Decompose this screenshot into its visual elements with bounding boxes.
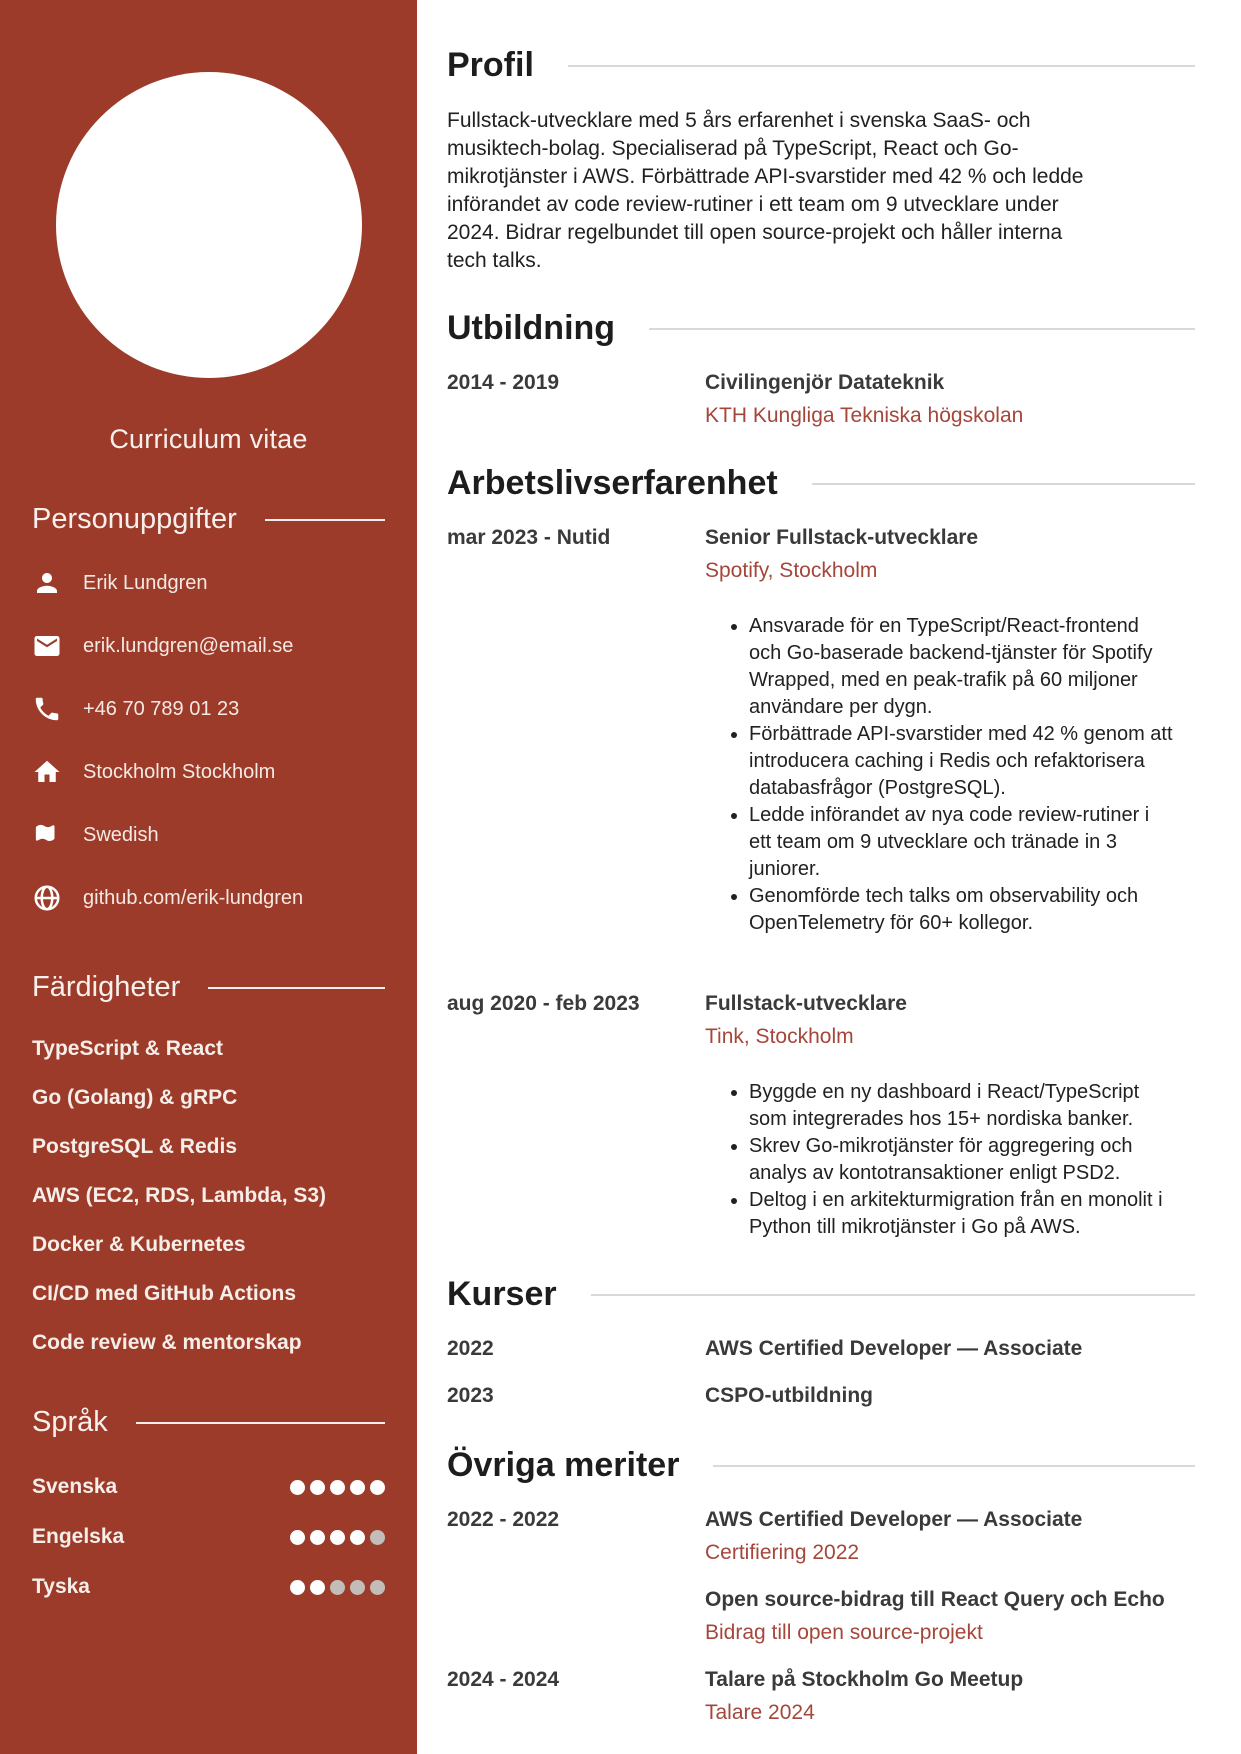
contact-phone-text: +46 70 789 01 23 [83, 697, 240, 720]
profile-heading-label: Profil [447, 46, 534, 84]
level-dot-filled [330, 1480, 345, 1495]
language-level-dots [290, 1580, 385, 1595]
contact-website-text[interactable]: github.com/erik-lundgren [83, 886, 304, 909]
merits-section-heading [447, 1446, 1195, 1485]
language-level-dots [290, 1480, 385, 1495]
skill-item: PostgreSQL & Redis [32, 1135, 237, 1158]
contact-name-text: Erik Lundgren [83, 571, 208, 594]
merit-title: Talare på Stockholm Go Meetup [705, 1668, 1024, 1691]
job-body [705, 989, 1195, 1241]
contact-item-website [32, 883, 385, 913]
education-section-heading [447, 309, 1195, 348]
course-body [705, 1334, 1195, 1363]
heading-rule [136, 1422, 385, 1424]
education-heading-label: Utbildning [447, 309, 616, 347]
level-dot-filled [330, 1530, 345, 1545]
job-bullet: • Skrev Go-mikrotjänster för aggregering och analys av kontotransaktioner enligt PSD2. [749, 1133, 1175, 1187]
education-body [705, 368, 1195, 430]
job-body [705, 523, 1195, 937]
merit-body [705, 1665, 1195, 1727]
education-period: 2014 - 2019 [447, 371, 560, 394]
contact-item-email [32, 631, 385, 661]
skill-item: Code review & mentorskap [32, 1331, 302, 1354]
contact-item-phone [32, 694, 385, 724]
job-bullet: • Ledde införandet av nya code review-rutiner i ett team om 9 utvecklare och tränade in 3 juniorer. [749, 802, 1175, 883]
contact-nationality-text: Swedish [83, 823, 159, 846]
job-period: mar 2023 - Nutid [447, 526, 611, 549]
email-icon [32, 631, 62, 661]
level-dot-filled [370, 1480, 385, 1495]
cv-title: Curriculum vitae [109, 424, 308, 454]
language-row [32, 1575, 385, 1599]
contact-item-nationality [32, 820, 385, 850]
merit-body [705, 1505, 1195, 1567]
job-bullet: • Deltog i en arkitekturmigration från en monolit i Python till mikrotjänster i Go på AWS. [749, 1187, 1175, 1241]
contact-list [32, 568, 385, 913]
level-dot-filled [350, 1480, 365, 1495]
job-title: Senior Fullstack-utvecklare [705, 526, 979, 549]
level-dot-filled [310, 1480, 325, 1495]
course-body [705, 1381, 1195, 1410]
home-icon [32, 757, 62, 787]
job-bullet-list [705, 613, 1175, 937]
heading-rule [649, 328, 1195, 330]
job-period: aug 2020 - feb 2023 [447, 992, 640, 1015]
skill-item: CI/CD med GitHub Actions [32, 1282, 297, 1305]
education-degree: Civilingenjör Datateknik [705, 371, 945, 394]
job-bullet: • Byggde en ny dashboard i React/TypeScript som integrerades hos 15+ nordiska banker. [749, 1079, 1175, 1133]
language-name: Svenska [32, 1475, 118, 1498]
skill-item: Docker & Kubernetes [32, 1233, 246, 1256]
education-school-link[interactable]: KTH Kungliga Tekniska högskolan [705, 404, 1024, 427]
level-dot-empty [370, 1530, 385, 1545]
merit-entry [447, 1505, 1195, 1567]
language-name: Tyska [32, 1575, 90, 1598]
course-title: CSPO-utbildning [705, 1384, 873, 1407]
merit-subtitle-link[interactable]: Bidrag till open source-projekt [705, 1621, 983, 1644]
flag-icon [32, 820, 62, 850]
job-bullet-list [705, 1079, 1175, 1241]
level-dot-filled [290, 1480, 305, 1495]
contact-email-text[interactable]: erik.lundgren@email.se [83, 634, 294, 657]
level-dot-filled [290, 1580, 305, 1595]
merit-period: 2024 - 2024 [447, 1668, 560, 1691]
job-bullet: • Genomförde tech talks om observability och OpenTelemetry för 60+ kollegor. [749, 883, 1175, 937]
sidebar [0, 0, 417, 1754]
heading-rule [568, 65, 1195, 67]
level-dot-filled [310, 1580, 325, 1595]
skill-item: Go (Golang) & gRPC [32, 1086, 238, 1109]
language-name: Engelska [32, 1525, 125, 1548]
heading-rule [265, 519, 385, 521]
heading-rule [591, 1294, 1195, 1296]
skill-list [32, 1038, 385, 1354]
merit-entry [447, 1665, 1195, 1727]
merit-entry [447, 1585, 1195, 1647]
job-bullet: • Förbättrade API-svarstider med 42 % genom att introducera caching i Redis och refaktorisera databasfrågor (PostgreSQL). [749, 721, 1175, 802]
globe-icon [32, 883, 62, 913]
merit-period: 2022 - 2022 [447, 1508, 560, 1531]
merit-title: AWS Certified Developer — Associate [705, 1508, 1083, 1531]
level-dot-empty [350, 1580, 365, 1595]
skills-heading [32, 971, 385, 1004]
level-dot-empty [330, 1580, 345, 1595]
heading-rule [812, 483, 1195, 485]
experience-section-heading [447, 464, 1195, 503]
profile-section-heading [447, 46, 1195, 85]
merit-title: Open source-bidrag till React Query och Echo [705, 1588, 1165, 1611]
phone-icon [32, 694, 62, 724]
job-company-link[interactable]: Spotify, Stockholm [705, 559, 878, 582]
merit-body [705, 1585, 1195, 1647]
personal-info-heading [32, 503, 385, 536]
education-entry [447, 368, 1195, 430]
skill-item: TypeScript & React [32, 1037, 223, 1060]
skill-item: AWS (EC2, RDS, Lambda, S3) [32, 1184, 327, 1207]
profile-photo-placeholder [56, 72, 362, 378]
course-year: 2022 [447, 1337, 494, 1360]
job-company-link[interactable]: Tink, Stockholm [705, 1025, 854, 1048]
merits-heading-label: Övriga meriter [447, 1446, 680, 1484]
contact-address-text: Stockholm Stockholm [83, 760, 276, 783]
course-entry [447, 1381, 1195, 1410]
personal-info-heading-label: Personuppgifter [32, 503, 237, 535]
courses-heading-label: Kurser [447, 1275, 557, 1313]
job-bullet: • Ansvarade för en TypeScript/React-frontend och Go-baserade backend-tjänster för Spotify Wrapped, med en peak-trafik på 60 miljoner användare per dygn. [749, 613, 1175, 721]
course-entry [447, 1334, 1195, 1363]
courses-section-heading [447, 1275, 1195, 1314]
course-year: 2023 [447, 1384, 494, 1407]
languages-heading-label: Språk [32, 1406, 108, 1438]
main-content [417, 0, 1241, 1754]
merit-subtitle-link[interactable]: Certifiering 2022 [705, 1541, 860, 1564]
level-dot-filled [290, 1530, 305, 1545]
job-entry [447, 989, 1195, 1241]
job-entry [447, 523, 1195, 937]
merit-subtitle-link[interactable]: Talare 2024 [705, 1701, 815, 1724]
person-icon [32, 568, 62, 598]
level-dot-filled [310, 1530, 325, 1545]
heading-rule [713, 1465, 1195, 1467]
language-level-dots [290, 1530, 385, 1545]
contact-item-address [32, 757, 385, 787]
heading-rule [208, 987, 385, 989]
merit-period [447, 1585, 705, 1647]
language-list [32, 1475, 385, 1599]
profile-summary: Fullstack-utvecklare med 5 års erfarenhet i svenska SaaS- och musiktech-bolag. Specialiserad på TypeScript, React och Go-mikrotjänster i AWS. Förbättrade API-svarstider med 42 % och ledde införandet av code review-rutiner i ett team om 9 utvecklare under 2024. Bidrar regelbundet till open source-projekt och håller interna tech talks. [447, 109, 1084, 272]
languages-heading [32, 1406, 385, 1439]
course-title: AWS Certified Developer — Associate [705, 1337, 1083, 1360]
level-dot-filled [350, 1530, 365, 1545]
level-dot-empty [370, 1580, 385, 1595]
contact-item-name [32, 568, 385, 598]
experience-heading-label: Arbetslivserfarenhet [447, 464, 778, 502]
skills-heading-label: Färdigheter [32, 971, 181, 1003]
language-row [32, 1525, 385, 1549]
language-row [32, 1475, 385, 1499]
job-title: Fullstack-utvecklare [705, 992, 907, 1015]
